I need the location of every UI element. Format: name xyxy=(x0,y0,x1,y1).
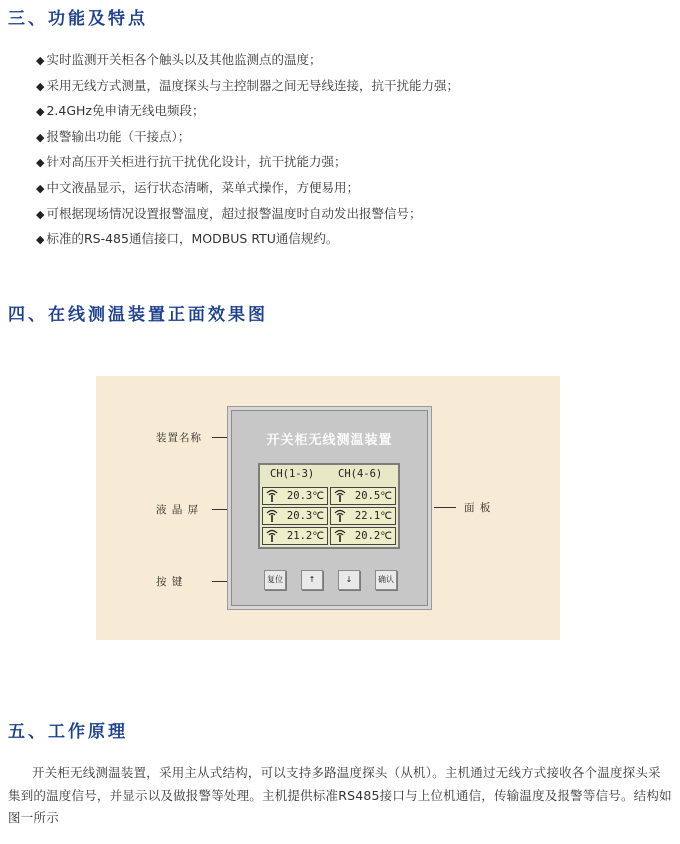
reading-cell xyxy=(262,527,328,545)
reset-button[interactable]: 复位 xyxy=(264,570,286,590)
lcd-screen xyxy=(258,463,400,549)
reading-cell xyxy=(330,507,396,525)
device-panel xyxy=(227,406,432,610)
diamond-bullet-icon: ◆ xyxy=(36,156,45,170)
confirm-button[interactable]: 确认 xyxy=(375,570,397,590)
channel-header: CH(1-3) xyxy=(270,468,315,480)
antenna-icon xyxy=(334,529,346,543)
channel-header: CH(4-6) xyxy=(338,468,383,480)
temperature-value: 21.2℃ xyxy=(286,530,324,542)
diamond-bullet-icon: ◆ xyxy=(36,79,45,93)
leader-line xyxy=(434,507,456,508)
lcd-header xyxy=(260,468,398,484)
diamond-bullet-icon: ◆ xyxy=(36,130,45,144)
working-principle-paragraph: 开关柜无线测温装置，采用主从式结构，可以支持多路温度探头（从机）。主机通过无线方式接收各个温度探头采集到的温度信号，并显示以及做报警等处理。主机提供标准RS485接口与上位机通信，传输温度及报警等信号。结构如图一所示 xyxy=(8,765,672,825)
list-item: ◆ 标准的RS-485通信接口，MODBUS RTU通信规约。 xyxy=(36,226,459,252)
diamond-bullet-icon: ◆ xyxy=(36,54,45,67)
label-device-name: 装置名称 xyxy=(156,432,202,444)
antenna-icon xyxy=(266,509,278,523)
reading-cell xyxy=(262,487,328,505)
list-item: ◆ 报警输出功能（干接点）； xyxy=(36,124,459,150)
antenna-icon xyxy=(334,489,346,503)
temperature-value: 20.5℃ xyxy=(354,490,392,502)
list-item: ◆ 中文液晶显示，运行状态清晰，菜单式操作，方便易用； xyxy=(36,175,459,201)
up-button[interactable]: ↑ xyxy=(301,570,323,590)
device-front-figure xyxy=(96,376,560,640)
list-item: ◆ 采用无线方式测量，温度探头与主控制器之间无导线连接，抗干扰能力强； xyxy=(36,73,459,99)
temperature-value: 20.2℃ xyxy=(354,530,392,542)
antenna-icon xyxy=(334,509,346,523)
section-5-title: 五、工作原理 xyxy=(8,722,128,742)
reading-cell xyxy=(262,507,328,525)
temperature-value: 20.3℃ xyxy=(286,490,324,502)
list-item: ◆ 可根据现场情况设置报警温度，超过报警温度时自动发出报警信号； xyxy=(36,201,459,227)
section-3-title: 三、功能及特点 xyxy=(8,9,148,29)
list-item: ◆ 针对高压开关柜进行抗干扰优化设计，抗干扰能力强； xyxy=(36,149,459,175)
reading-cell xyxy=(330,487,396,505)
reading-cell xyxy=(330,527,396,545)
feature-list xyxy=(36,47,459,252)
device-title: 开关柜无线测温装置 xyxy=(266,433,393,448)
antenna-icon xyxy=(266,489,278,503)
temperature-value: 22.1℃ xyxy=(354,510,392,522)
section-4-title: 四、在线测温装置正面效果图 xyxy=(8,305,268,325)
diamond-bullet-icon: ◆ xyxy=(36,105,45,119)
diamond-bullet-icon: ◆ xyxy=(36,207,45,221)
diamond-bullet-icon: ◆ xyxy=(36,233,45,247)
label-keys: 按 键 xyxy=(156,576,184,588)
temperature-value: 20.3℃ xyxy=(286,510,324,522)
list-item: ◆ 实时监测开关柜各个触头以及其他监测点的温度； xyxy=(36,47,459,73)
diamond-bullet-icon: ◆ xyxy=(36,181,45,195)
list-item: ◆ 2.4GHz免申请无线电频段； xyxy=(36,98,459,124)
down-button[interactable]: ↓ xyxy=(338,570,360,590)
antenna-icon xyxy=(266,529,278,543)
label-panel: 面 板 xyxy=(464,502,492,514)
label-lcd: 液 晶 屏 xyxy=(156,504,200,516)
